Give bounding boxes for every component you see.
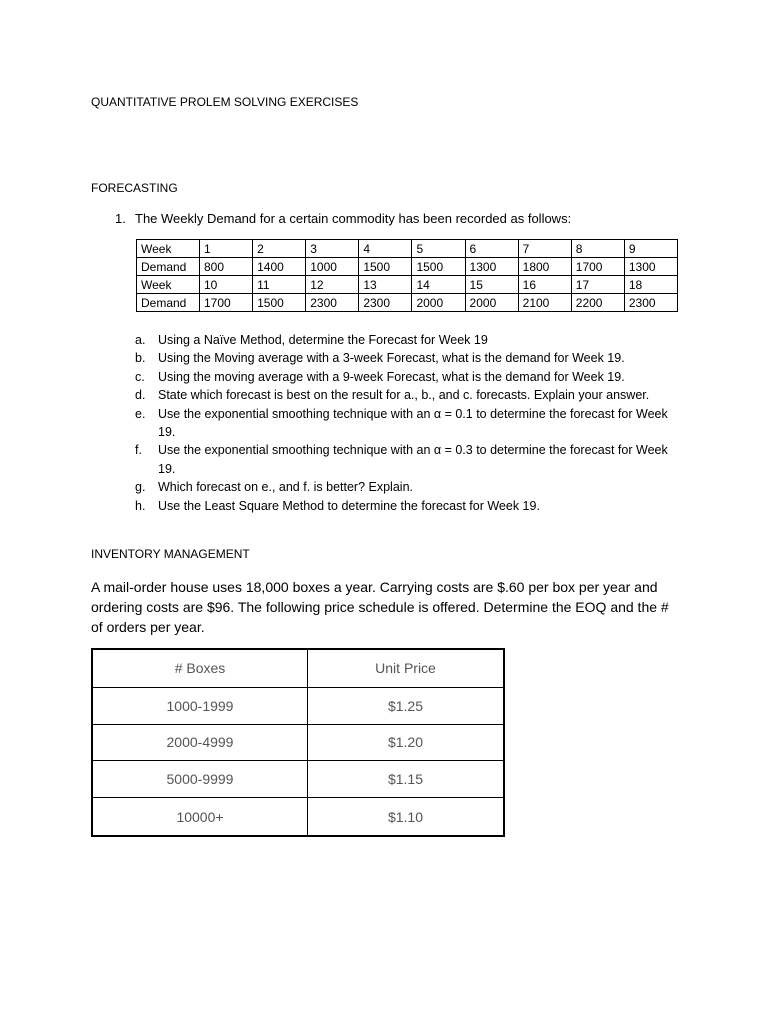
table-row [92,761,504,798]
table-row [137,240,678,258]
subquestion-list [135,331,675,515]
row-label: Demand [137,294,200,312]
table-cell: 13 [359,276,412,294]
table-cell: 2300 [624,294,677,312]
table-row [92,687,504,724]
item-text: Using the moving average with a 9-week Forecast, what is the demand for Week 19. [158,369,625,384]
table-cell: 1400 [253,258,306,276]
item-letter: c. [135,369,145,384]
table-cell: 1700 [571,258,624,276]
item-text: Which forecast on e., and f. is better? Explain. [158,480,413,495]
table-cell: 5 [412,240,465,258]
table-cell: 1500 [359,258,412,276]
table-cell: 12 [306,276,359,294]
inventory-heading: INVENTORY MANAGEMENT [91,547,250,561]
table-cell: 17 [571,276,624,294]
item-letter: e. [135,406,146,421]
table-cell: 2200 [571,294,624,312]
item-letter: d. [135,388,146,403]
row-label: Demand [137,258,200,276]
item-letter: b. [135,351,146,366]
table-cell: $1.10 [308,798,505,836]
list-item [135,331,675,349]
item-text: Use the exponential smoothing technique with an α = 0.3 to determine the forecast for Week 19. [158,443,668,476]
weekly-demand-table [136,239,678,312]
table-cell: 1500 [253,294,306,312]
item-text: Use the Least Square Method to determine the forecast for Week 19. [158,498,540,513]
list-item [135,497,675,515]
table-cell: 1300 [624,258,677,276]
table-cell: 6 [465,240,518,258]
table-cell: 1700 [200,294,253,312]
table-cell: 4 [359,240,412,258]
table-row [137,258,678,276]
table-row [92,798,504,836]
list-item [135,405,675,442]
inventory-problem-text: A mail-order house uses 18,000 boxes a year. Carrying costs are $.60 per box per year and ordering costs are $96. The following price schedule is offered. Determine the EOQ and the # of orders per year. [91,579,669,635]
table-cell: 1300 [465,258,518,276]
list-item [135,441,675,478]
question-1 [115,211,571,226]
table-cell: $1.20 [308,724,505,761]
forecasting-heading: FORECASTING [91,181,178,195]
table-cell: 10 [200,276,253,294]
table-cell: 2000-4999 [92,724,308,761]
table-cell: 1000-1999 [92,687,308,724]
item-letter: g. [135,480,146,495]
item-text: Use the exponential smoothing technique with an α = 0.1 to determine the forecast for Week 19. [158,406,668,440]
table-cell: 2300 [359,294,412,312]
table-cell: 10000+ [92,798,308,836]
table-cell: 3 [306,240,359,258]
table-row [92,724,504,761]
table-cell: 1500 [412,258,465,276]
item-text: Using a Naïve Method, determine the Forecast for Week 19 [158,333,488,347]
item-text: Using the Moving average with a 3-week Forecast, what is the demand for Week 19. [158,351,625,366]
table-cell: 1000 [306,258,359,276]
question-text: The Weekly Demand for a certain commodity has been recorded as follows: [135,211,572,226]
document-title: QUANTITATIVE PROLEM SOLVING EXERCISES [91,95,359,109]
row-label: Week [137,240,200,258]
table-cell: 1800 [518,258,571,276]
table-cell: $1.25 [308,687,505,724]
table-cell: 2300 [306,294,359,312]
list-item [135,349,675,367]
table-cell: 15 [465,276,518,294]
table-cell: 18 [624,276,677,294]
column-header: # Boxes [92,649,308,687]
table-row [137,294,678,312]
table-cell: 2000 [465,294,518,312]
item-letter: h. [135,498,146,513]
price-schedule-table [91,648,505,837]
table-cell: 2000 [412,294,465,312]
table-cell: 2100 [518,294,571,312]
list-item [135,368,675,386]
table-cell: 2 [253,240,306,258]
item-letter: f. [135,443,142,458]
table-header-row [92,649,504,687]
table-cell: 14 [412,276,465,294]
table-cell: 11 [253,276,306,294]
item-text: State which forecast is best on the result for a., b., and c. forecasts. Explain your answer. [158,388,650,403]
table-row [137,276,678,294]
item-letter: a. [135,333,146,347]
list-item [135,386,675,404]
question-number: 1. [115,211,126,226]
row-label: Week [137,276,200,294]
table-cell: 8 [571,240,624,258]
table-cell: 9 [624,240,677,258]
table-cell: 800 [200,258,253,276]
table-cell: $1.15 [308,761,505,798]
table-cell: 5000-9999 [92,761,308,798]
column-header: Unit Price [308,649,505,687]
table-cell: 1 [200,240,253,258]
table-cell: 16 [518,276,571,294]
list-item [135,478,675,496]
table-cell: 7 [518,240,571,258]
